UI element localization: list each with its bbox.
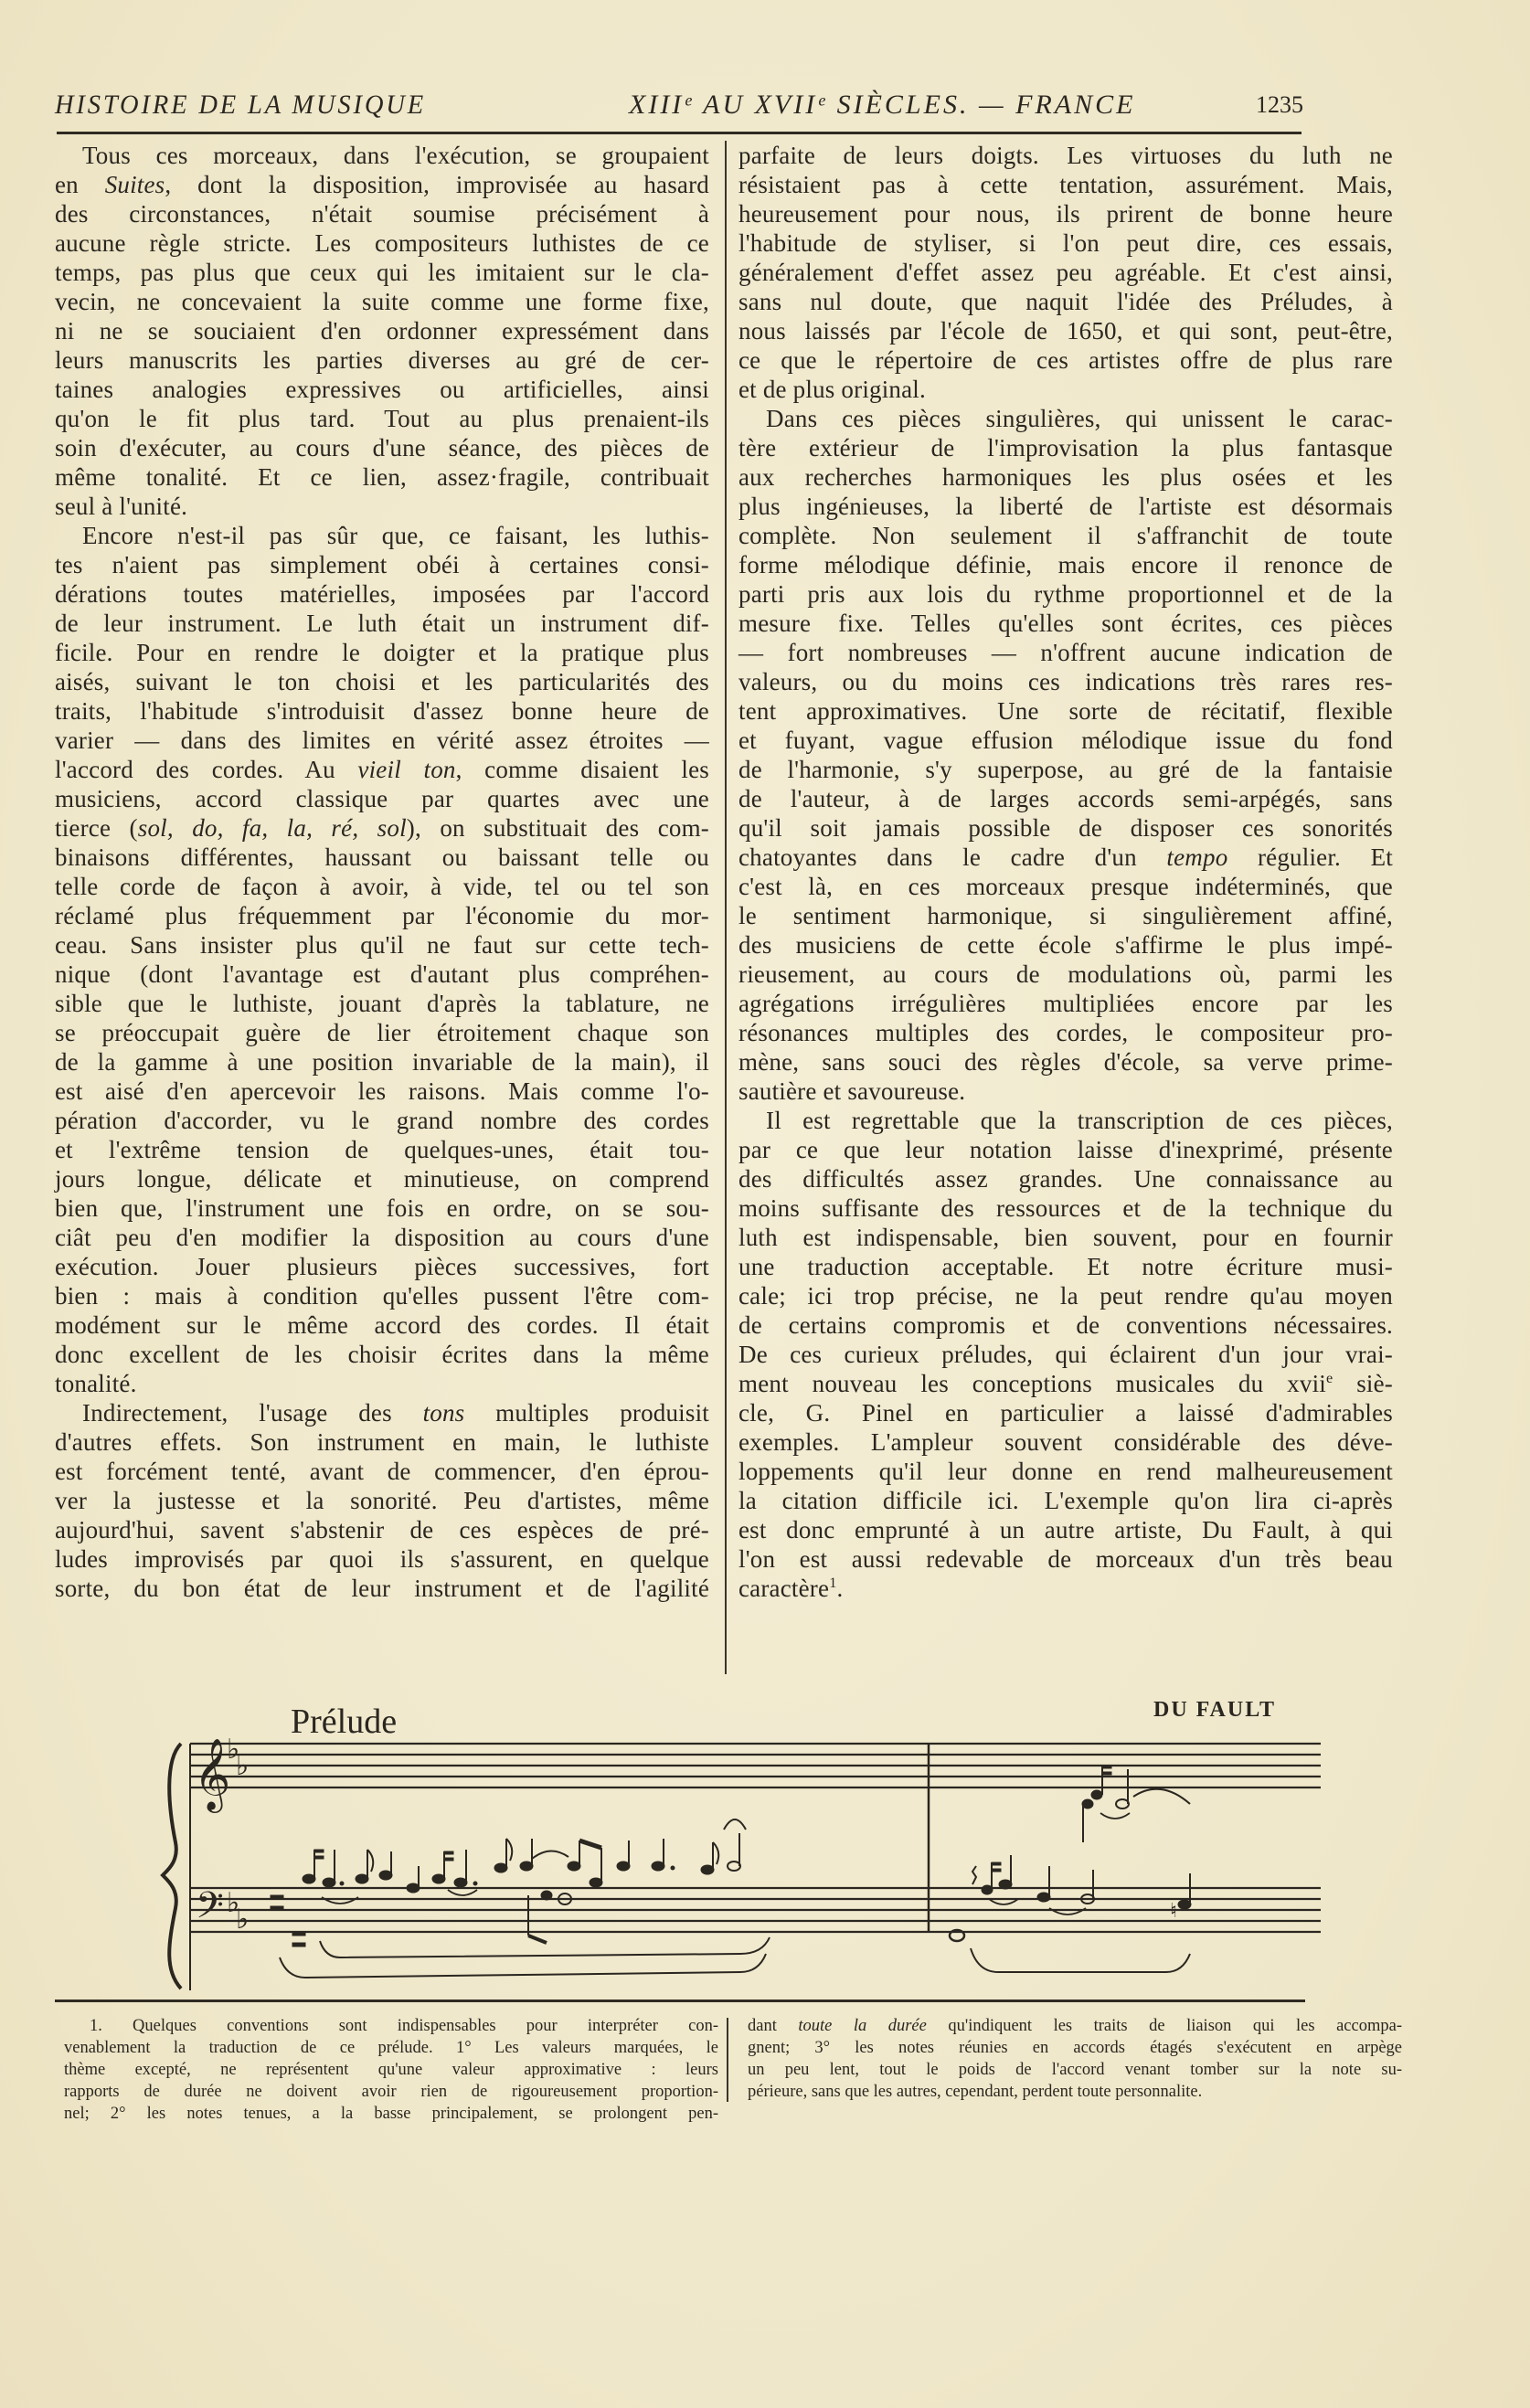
footnote-column-divider (727, 2018, 728, 2102)
text-line: ver la justesse et la sonorité. Peu d'artistes, même (55, 1487, 709, 1514)
music-score (155, 1696, 1353, 1998)
text-line: loppements qu'il leur donne en rend malheureusement (738, 1458, 1393, 1485)
text-line: de la gamme à une position invariable de la main), il (55, 1048, 709, 1076)
text-line: se préoccupait guère de lier étroitement chaque son (55, 1019, 709, 1046)
text-line: ceau. Sans insister plus qu'il ne faut sur cette tech- (55, 931, 709, 959)
text-line: sans nul doute, que naquit l'idée des Préludes, à (738, 288, 1393, 315)
text-line: ludes improvisés par quoi ils s'assurent, en quelque (55, 1545, 709, 1573)
text-line: une traduction acceptable. Et notre écriture musi- (738, 1253, 1393, 1280)
text-line: tes n'aient pas simplement obéi à certaines consi- (55, 551, 709, 578)
text-line: Dans ces pièces singulières, qui unissent le carac- (766, 405, 1393, 432)
text-line: cle, G. Pinel en particulier a laissé d'admirables (738, 1399, 1393, 1427)
text-line: tonalité. (55, 1370, 137, 1397)
header-section-title: XIIIᵉ AU XVIIᵉ SIÈCLES. — FRANCE (629, 90, 1136, 120)
header-rule (57, 132, 1302, 134)
text-line: est aisé d'en apercevoir les raisons. Mais comme l'o- (55, 1077, 709, 1105)
text-line: exemples. L'ampleur souvent considérable des déve- (738, 1428, 1393, 1456)
footnote-rule (55, 2000, 1305, 2002)
key-flat-bass-2: ♭ (236, 1904, 250, 1936)
text-line: réclamé plus fréquemment par l'économie du mor- (55, 902, 709, 929)
text-line: généralement d'effet assez peu agréable. Et c'est ainsi, (738, 259, 1393, 286)
text-line: parfaite de leurs doigts. Les virtuoses du luth ne (738, 142, 1393, 169)
text-line: dérations toutes matérielles, imposées par l'accord (55, 580, 709, 608)
text-line: moins suffisante des ressources et de la technique du (738, 1194, 1393, 1222)
text-line: soin d'exécuter, au cours d'une séance, des pièces de (55, 434, 709, 461)
text-line: ce que le répertoire de ces artistes offre de plus rare (738, 346, 1393, 374)
text-line: musiciens, accord classique par quartes avec une (55, 785, 709, 812)
key-flat-treble-1: ♭ (227, 1734, 240, 1766)
text-line: dant toute la durée qu'indiquent les traits de liaison qui les accompa- (748, 2017, 1402, 2035)
text-line: Il est regrettable que la transcription de ces pièces, (766, 1107, 1393, 1134)
text-line: seul à l'unité. (55, 493, 188, 520)
text-line: donc excellent de les choisir écrites dans la même (55, 1341, 709, 1368)
text-line: mène, sans souci des règles d'école, sa verve prime- (738, 1048, 1393, 1076)
bass-clef-icon: 𝄢 (196, 1884, 224, 1936)
text-line: un peu lent, tout le poids de l'accord venant tomber sur la note su- (748, 2061, 1402, 2079)
text-line: venablement la traduction de ce prélude. 1° Les valeurs marquées, le (64, 2039, 718, 2057)
text-line: leurs manuscrits les parties diverses au gré de cer- (55, 346, 709, 374)
text-line: agrégations irrégulières multipliées encore par les (738, 990, 1393, 1017)
key-flat-bass-1: ♭ (227, 1887, 240, 1919)
text-line: rapports de durée ne doivent avoir rien de rigoureusement proportion- (64, 2083, 718, 2101)
text-line: mesure fixe. Telles qu'elles sont écrites, ces pièces (738, 610, 1393, 637)
text-line: chatoyantes dans le cadre d'un tempo régulier. Et (738, 843, 1393, 871)
text-line: tierce (sol, do, fa, la, ré, sol), on substituait des com- (55, 814, 709, 842)
text-line: taines analogies expressives ou artificielles, ainsi (55, 376, 709, 403)
text-line: même tonalité. Et ce lien, assez·fragile, contribuait (55, 463, 709, 491)
fermata-icon (724, 1819, 746, 1830)
right-text-column (738, 141, 1393, 1603)
text-line: caractère$^1$. (738, 1575, 844, 1602)
text-line: l'on est aussi redevable de morceaux d'un très beau (738, 1545, 1393, 1573)
text-line: De ces curieux préludes, qui éclairent d'un jour vrai- (738, 1341, 1393, 1368)
text-line: modément sur le même accord des cordes. Il était (55, 1311, 709, 1339)
text-line: de l'harmonie, s'y superpose, au gré de la fantaisie (738, 756, 1393, 783)
text-line: bien : mais à condition qu'elles pussent l'être com- (55, 1282, 709, 1310)
text-line: jours longue, délicate et minutieuse, on comprend (55, 1165, 709, 1193)
text-line: est donc emprunté à un autre artiste, Du Fault, à qui (738, 1516, 1393, 1543)
text-line: qu'il soit jamais possible de disposer ces sonorités (738, 814, 1393, 842)
text-line: en Suites, dont la disposition, improvisée au hasard (55, 171, 709, 198)
text-line: par ce que leur notation laisse d'inexprimé, présente (738, 1136, 1393, 1163)
text-line: aucune règle stricte. Les compositeurs luthistes de ce (55, 229, 709, 257)
text-line: ni ne se souciaient d'en ordonner expressément dans (55, 317, 709, 345)
text-line: tent approximatives. Une sorte de récitatif, flexible (738, 697, 1393, 725)
text-line: valeurs, ou du moins ces indications très rares res- (738, 668, 1393, 695)
text-line: exécution. Jouer plusieurs pièces successives, fort (55, 1253, 709, 1280)
text-line: pération d'accorder, vu le grand nombre des cordes (55, 1107, 709, 1134)
text-line: résistaient pas à cette tentation, assurément. Mais, (738, 171, 1393, 198)
text-line: traits, l'habitude s'introduisit d'assez bonne heure de (55, 697, 709, 725)
score-composer: DU FAULT (1153, 1698, 1277, 1722)
text-line: des difficultés assez grandes. Une connaissance au (738, 1165, 1393, 1193)
text-line: — fort nombreuses — n'offrent aucune indication de (738, 639, 1393, 666)
text-line: ficile. Pour en rendre le doigter et la pratique plus (55, 639, 709, 666)
text-line: binaisons différentes, haussant ou baissant telle ou (55, 843, 709, 871)
text-line: thème excepté, ne représentent qu'une valeur approximative : leurs (64, 2061, 718, 2079)
text-line: vecin, ne concevaient la suite comme une forme fixe, (55, 288, 709, 315)
text-line: résonances multiples des cordes, le compositeur pro- (738, 1019, 1393, 1046)
text-line: plus ingénieuses, la liberté de l'artiste est désormais (738, 493, 1393, 520)
text-line: temps, pas plus que ceux qui les imitaient sur le cla- (55, 259, 709, 286)
bass-staff (190, 1888, 1321, 1932)
text-line: de l'auteur, à de larges accords semi-arpégés, sans (738, 785, 1393, 812)
score-title: Prélude (291, 1703, 398, 1741)
text-line: sautière et savoureuse. (738, 1077, 966, 1105)
text-line: périeure, sans que les autres, cependant, perdent toute personnalite. (748, 2083, 1203, 2101)
text-line: est forcément tenté, avant de commencer, d'en éprou- (55, 1458, 709, 1485)
svg-text:♮: ♮ (1170, 1900, 1177, 1923)
text-line: telle corde de façon à avoir, à vide, tel ou tel son (55, 873, 709, 900)
text-line: ciât peu d'en modifier la disposition au cours d'une (55, 1224, 709, 1251)
header-book-title: HISTOIRE DE LA MUSIQUE (55, 90, 427, 120)
text-line: gnent; 3° les notes réunies en accords étagés s'exécutent en arpège (748, 2039, 1402, 2057)
text-line: rieusement, au cours de modulations où, parmi les (738, 960, 1393, 988)
text-line: tère extérieur de l'improvisation la plus fantasque (738, 434, 1393, 461)
text-line: et de plus original. (738, 376, 926, 403)
treble-clef-icon: 𝄞 (194, 1738, 231, 1810)
key-flat-treble-2: ♭ (236, 1750, 250, 1782)
text-line: complète. Non seulement il s'affranchit de toute (738, 522, 1393, 549)
measure-2 (950, 1766, 1191, 1972)
text-line: cale; ici trop précise, ne la peut rendre qu'au moyen (738, 1282, 1393, 1310)
treble-staff (190, 1744, 1321, 1787)
text-line: l'accord des cordes. Au vieil ton, comme disaient les (55, 756, 709, 783)
text-line: forme mélodique définie, mais encore il renonce de (738, 551, 1393, 578)
text-line: le sentiment harmonique, si singulièrement affiné, (738, 902, 1393, 929)
text-line: des circonstances, n'était soumise précisément à (55, 200, 709, 228)
text-line: l'habitude de styliser, si l'on peut dire, ces essais, (738, 229, 1393, 257)
text-line: d'autres effets. Son instrument en main, le luthiste (55, 1428, 709, 1456)
text-line: nique (dont l'avantage est d'autant plus compréhen- (55, 960, 709, 988)
column-divider (725, 141, 727, 1674)
page-number: 1235 (1256, 91, 1303, 118)
system-brace (163, 1744, 181, 1989)
text-line: luth est indispensable, bien souvent, pour en fournir (738, 1224, 1393, 1251)
text-line: nous laissés par l'école de 1650, et qui sont, peut-être, (738, 317, 1393, 345)
footnote-left-column (64, 2015, 718, 2125)
text-line: de leur instrument. Le luth était un instrument dif- (55, 610, 709, 637)
left-text-column (55, 141, 709, 1603)
text-line: qu'on le fit plus tard. Tout au plus prenaient-ils (55, 405, 709, 432)
text-line: sorte, du bon état de leur instrument et de l'agilité (55, 1575, 709, 1602)
text-line: des musiciens de cette école s'affirme le plus impé- (738, 931, 1393, 959)
text-line: Encore n'est-il pas sûr que, ce faisant, les luthis- (82, 522, 709, 549)
text-line: c'est là, en ces morceaux presque indéterminés, que (738, 873, 1393, 900)
text-line: et fuyant, vague effusion mélodique issue du fond (738, 727, 1393, 754)
footnote-right-column (748, 2015, 1402, 2103)
text-line: ment nouveau les conceptions musicales du xvii$^e$ siè- (738, 1370, 1393, 1397)
text-line: aisés, suivant le ton choisi et les particularités des (55, 668, 709, 695)
text-line: nel; 2° les notes tenues, a la basse principalement, se prolongent pen- (64, 2105, 718, 2123)
running-header (55, 90, 1303, 126)
text-line: sible que le luthiste, jouant d'après la tablature, ne (55, 990, 709, 1017)
text-line: de certains compromis et de conventions nécessaires. (738, 1311, 1393, 1339)
text-line: 1. Quelques conventions sont indispensables pour interpréter con- (90, 2017, 718, 2035)
text-line: aujourd'hui, savent s'abstenir de ces espèces de pré- (55, 1516, 709, 1543)
text-line: et l'extrême tension de quelques-unes, était tou- (55, 1136, 709, 1163)
text-line: varier — dans des limites en vérité assez étroites — (55, 727, 709, 754)
text-line: heureusement pour nous, ils prirent de bonne heure (738, 200, 1393, 228)
text-line: aux recherches harmoniques les plus osées et les (738, 463, 1393, 491)
text-line: parti pris aux lois du rythme proportionnel et de la (738, 580, 1393, 608)
text-line: Indirectement, l'usage des tons multiples produisit (82, 1399, 709, 1427)
text-line: la citation difficile ici. L'exemple qu'on lira ci-après (738, 1487, 1393, 1514)
text-line: Tous ces morceaux, dans l'exécution, se groupaient (82, 142, 709, 169)
text-line: bien que, l'instrument une fois en ordre, on se sou- (55, 1194, 709, 1222)
